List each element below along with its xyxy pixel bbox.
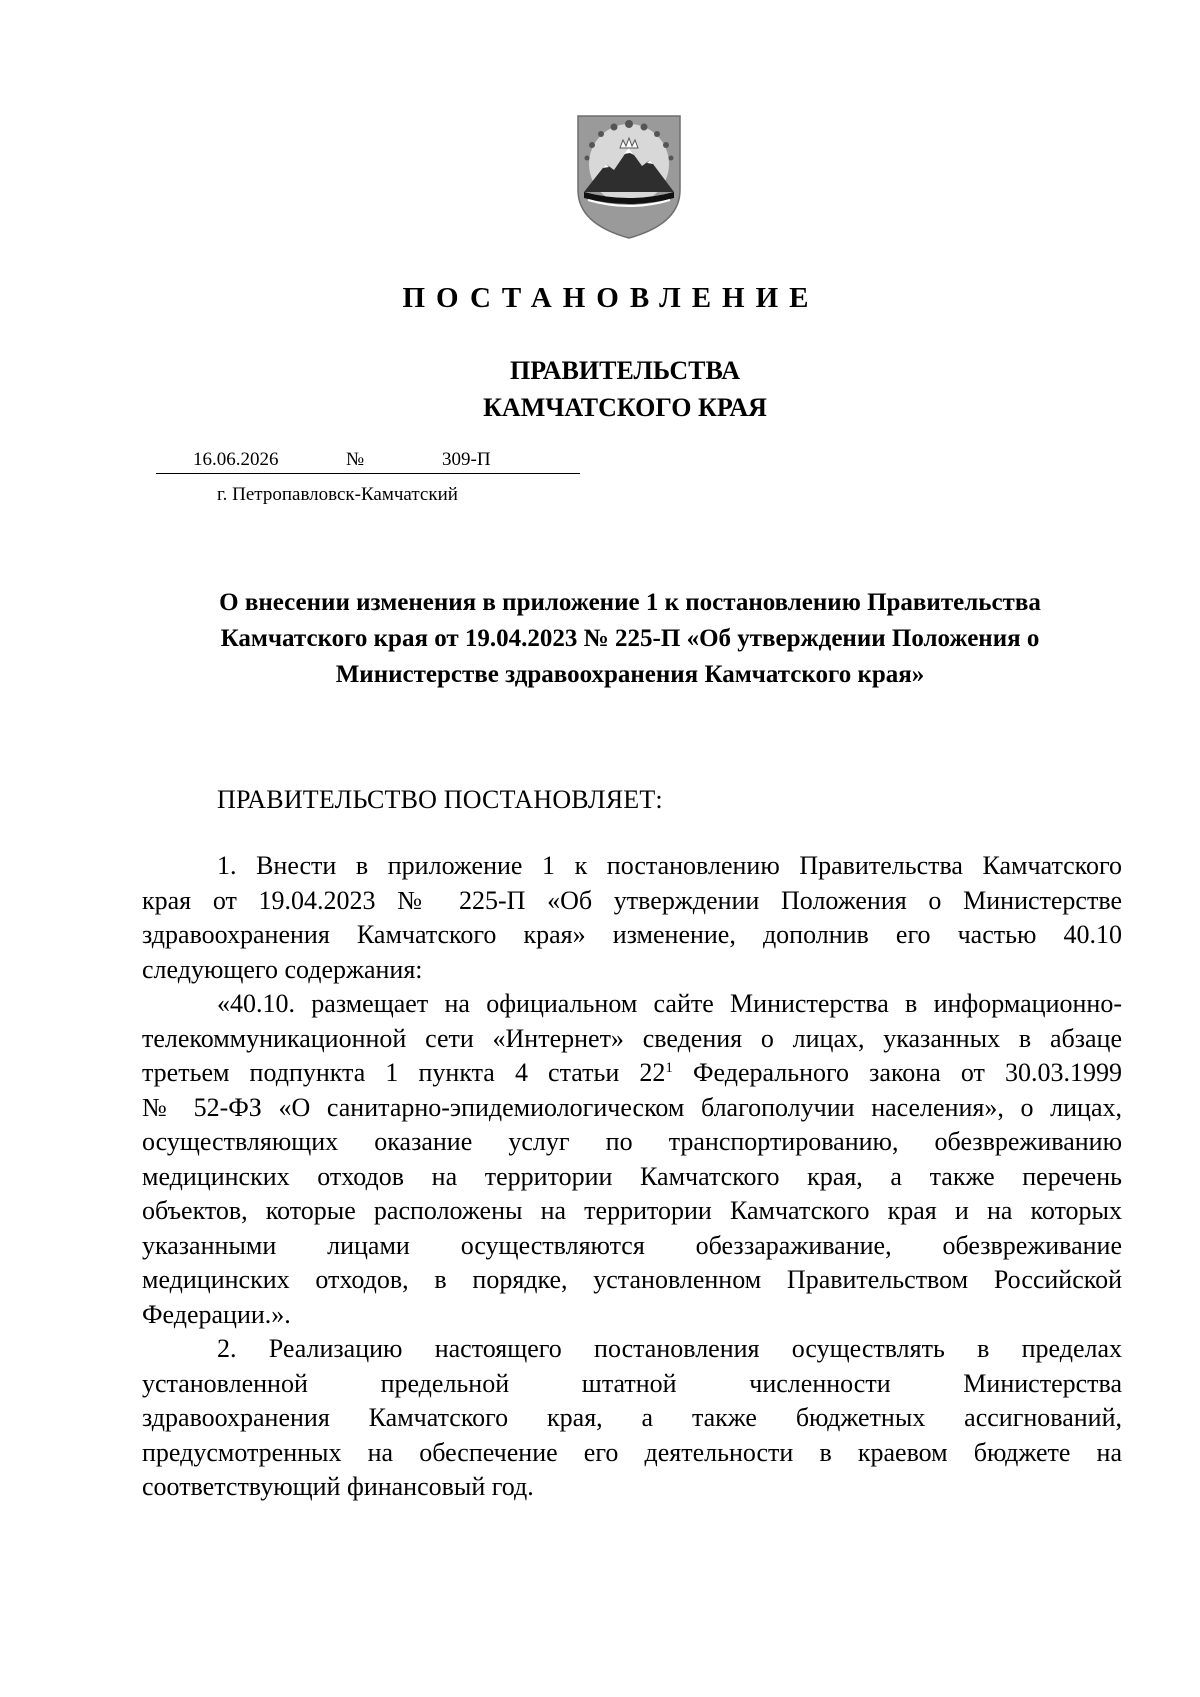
title-line: О внесении изменения в приложение 1 к постановлению Правительства [219,589,1041,616]
paragraph-2 [142,1332,1122,1505]
text-line: здравоохранения Камчатского края» изменение, дополнив его частью 40.10 [142,920,1122,949]
city-name: г. Петропавловск-Камчатский [217,484,458,505]
quoted-amendment [142,987,1122,1332]
text-line: Федерации.». [142,1299,291,1329]
text-segment: Федерального закона от 30.03.1999 [672,1058,1122,1087]
document-title [140,585,1120,693]
text-line: «40.10. размещает на официальном сайте Министерства в информационно- [217,989,1122,1018]
text-line: указанными лицами осуществляются обеззараживание, обезвреживание [142,1230,1122,1260]
text-line: телекоммуникационной сети «Интернет» сведения о лицах, указанных в абзаце [142,1023,1122,1053]
document-type-heading: ПОСТАНОВЛЕНИЕ [402,282,820,314]
document-number: 309-П [442,449,491,470]
text-line [142,1056,1122,1091]
coat-of-arms-emblem [574,112,684,240]
authority-line: ПРАВИТЕЛЬСТВА [510,356,740,385]
text-line: края от 19.04.2023 № 225-П «Об утверждении Положения о Министерстве [142,885,1122,915]
text-segment: третьем подпункта 1 пункта 4 статьи 22 [142,1058,666,1087]
title-line: Камчатского края от 19.04.2023 № 225-П «Об утверждении Положения о [220,625,1040,652]
document-body [142,849,1122,1505]
text-line: медицинских отходов на территории Камчатского края, а также перечень [142,1161,1122,1191]
number-sign: № [346,449,365,470]
document-date: 16.06.2026 [193,449,279,470]
registration-line [156,447,580,474]
text-line: 1. Внести в приложение 1 к постановлению Правительства Камчатского [217,851,1122,880]
text-line: осуществляющих оказание услуг по транспортированию, обезвреживанию [142,1127,1122,1156]
resolves-heading: ПРАВИТЕЛЬСТВО ПОСТАНОВЛЯЕТ: [217,785,663,814]
text-line: установленной предельной штатной численности Министерства [142,1368,1122,1398]
authority-line: КАМЧАТСКОГО КРАЯ [483,393,767,422]
issuing-authority [0,352,1200,426]
paragraph-1 [142,849,1122,987]
superscript: 1 [665,1060,673,1076]
text-line: здравоохранения Камчатского края, а также бюджетных ассигнований, [142,1403,1122,1432]
text-line: следующего содержания: [142,954,423,984]
text-line: соответствующий финансовый год. [142,1472,534,1501]
text-line: медицинских отходов, в порядке, установленном Правительством Российской [142,1265,1122,1294]
text-line: объектов, которые расположены на территории Камчатского края и на которых [142,1196,1122,1225]
text-line: 2. Реализацию настоящего постановления осуществлять в пределах [217,1334,1122,1363]
text-line: № 52-ФЗ «О санитарно-эпидемиологическом благополучии населения», о лицах, [142,1092,1122,1122]
title-line: Министерстве здравоохранения Камчатского края» [335,661,925,688]
text-line: предусмотренных на обеспечение его деятельности в краевом бюджете на [142,1437,1122,1467]
